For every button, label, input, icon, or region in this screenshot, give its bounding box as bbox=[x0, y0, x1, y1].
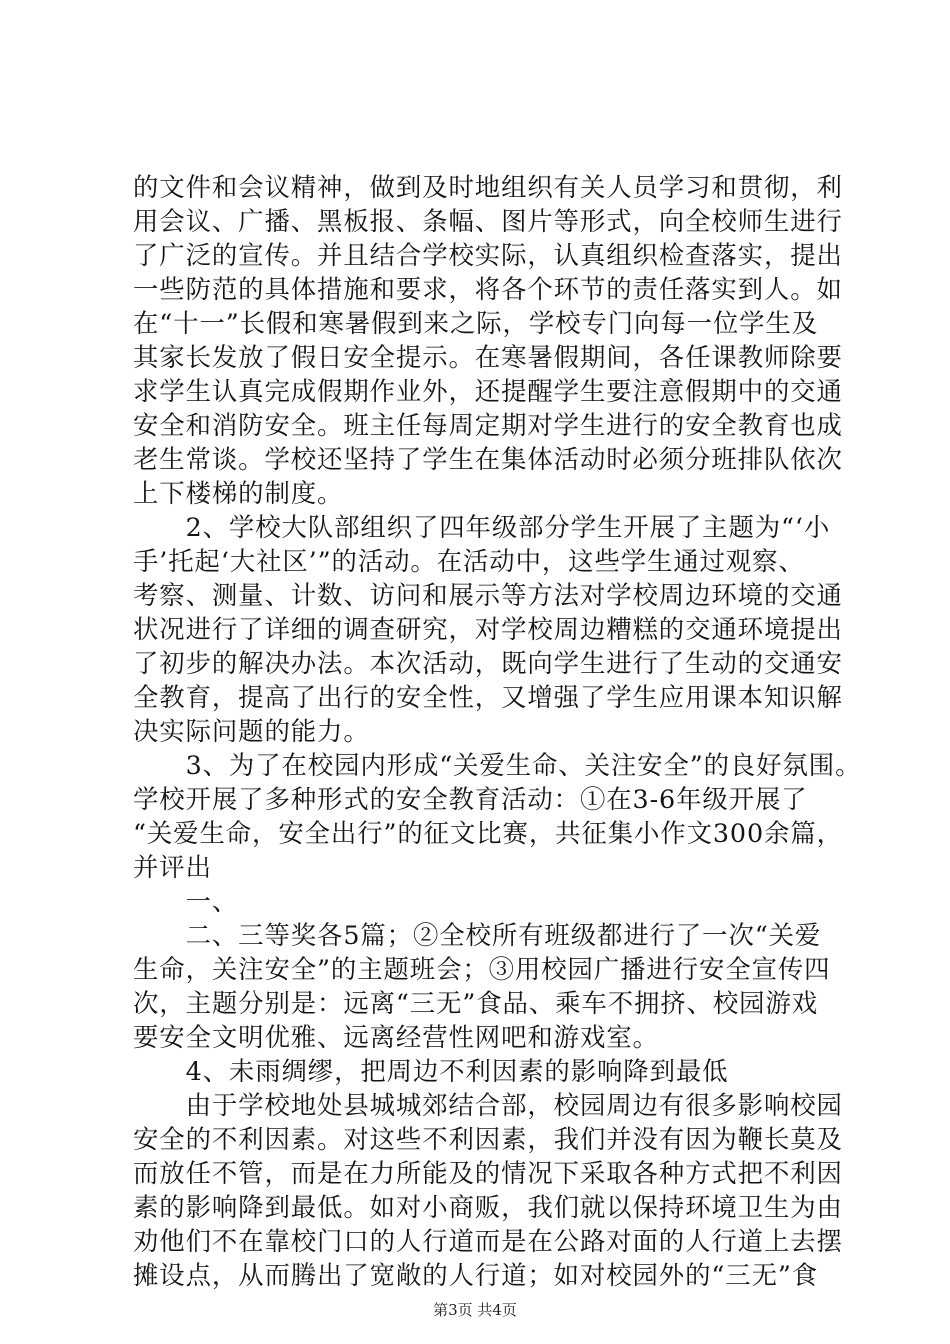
body-text-line: 3、为了在校园内形成“关爱生命、关注安全”的良好氛围。 bbox=[133, 750, 862, 780]
body-text-line: 考察、测量、计数、访问和展示等方法对学校周边环境的交通 bbox=[133, 580, 843, 610]
body-text-line: 二、三等奖各5篇；②全校所有班级都进行了一次“关爱 bbox=[133, 920, 822, 950]
body-text-line: 的文件和会议精神，做到及时地组织有关人员学习和贯彻，利 bbox=[133, 172, 843, 202]
body-text-line: 2、学校大队部组织了四年级部分学生开展了主题为“‘小 bbox=[133, 512, 831, 542]
body-text-line: 次，主题分别是：远离“三无”食品、乘车不拥挤、校园游戏 bbox=[133, 988, 819, 1018]
body-text-line: 了初步的解决办法。本次活动，既向学生进行了生动的交通安 bbox=[133, 648, 843, 678]
body-text-line: 要安全文明优雅、远离经营性网吧和游戏室。 bbox=[133, 1022, 659, 1052]
body-text-line: 全教育，提高了出行的安全性，又增强了学生应用课本知识解 bbox=[133, 682, 843, 712]
body-text-line: 素的影响降到最低。如对小商贩，我们就以保持环境卫生为由 bbox=[133, 1192, 843, 1222]
body-text-line: 安全的不利因素。对这些不利因素，我们并没有因为鞭长莫及 bbox=[133, 1124, 843, 1154]
body-text-line: 求学生认真完成假期作业外，还提醒学生要注意假期中的交通 bbox=[133, 376, 843, 406]
body-text-line: 在“十一”长假和寒暑假到来之际，学校专门向每一位学生及 bbox=[133, 308, 819, 338]
body-text-line: 安全和消防安全。班主任每周定期对学生进行的安全教育也成 bbox=[133, 410, 843, 440]
body-text-line: 一些防范的具体措施和要求，将各个环节的责任落实到人。如 bbox=[133, 274, 843, 304]
body-text-line: 4、未雨绸缪，把周边不利因素的影响降到最低 bbox=[133, 1056, 729, 1086]
body-text-line: 学校开展了多种形式的安全教育活动：①在3-6年级开展了 bbox=[133, 784, 808, 814]
body-text-line: 劝他们不在靠校门口的人行道而是在公路对面的人行道上去摆 bbox=[133, 1226, 843, 1256]
body-text-line: 而放任不管，而是在力所能及的情况下采取各种方式把不利因 bbox=[133, 1158, 843, 1188]
body-text-line: 由于学校地处县城城郊结合部，校园周边有很多影响校园 bbox=[133, 1090, 843, 1120]
body-text-line: 状况进行了详细的调查研究，对学校周边糟糕的交通环境提出 bbox=[133, 614, 843, 644]
body-text-line: 一、 bbox=[133, 886, 239, 916]
body-text-line: 其家长发放了假日安全提示。在寒暑假期间，各任课教师除要 bbox=[133, 342, 843, 372]
body-text-line: 决实际问题的能力。 bbox=[133, 716, 370, 746]
body-text-line: 用会议、广播、黑板报、条幅、图片等形式，向全校师生进行 bbox=[133, 206, 843, 236]
page-footer: 第3页 共4页 bbox=[433, 1301, 517, 1319]
body-text-line: 了广泛的宣传。并且结合学校实际，认真组织检查落实，提出 bbox=[133, 240, 843, 270]
body-text-line: “关爱生命，安全出行”的征文比赛，共征集小作文300余篇， bbox=[133, 818, 843, 848]
body-text-line: 摊设点，从而腾出了宽敞的人行道；如对校园外的“三无”食 bbox=[133, 1260, 819, 1290]
body-text-line: 生命，关注安全”的主题班会；③用校园广播进行安全宣传四 bbox=[133, 954, 831, 984]
body-text-line: 老生常谈。学校还坚持了学生在集体活动时必须分班排队依次 bbox=[133, 444, 843, 474]
body-text-line: 并评出 bbox=[133, 852, 212, 882]
body-text-line: 手’托起‘大社区’”的活动。在活动中，这些学生通过观察、 bbox=[133, 546, 805, 576]
body-text-line: 上下楼梯的制度。 bbox=[133, 478, 344, 508]
